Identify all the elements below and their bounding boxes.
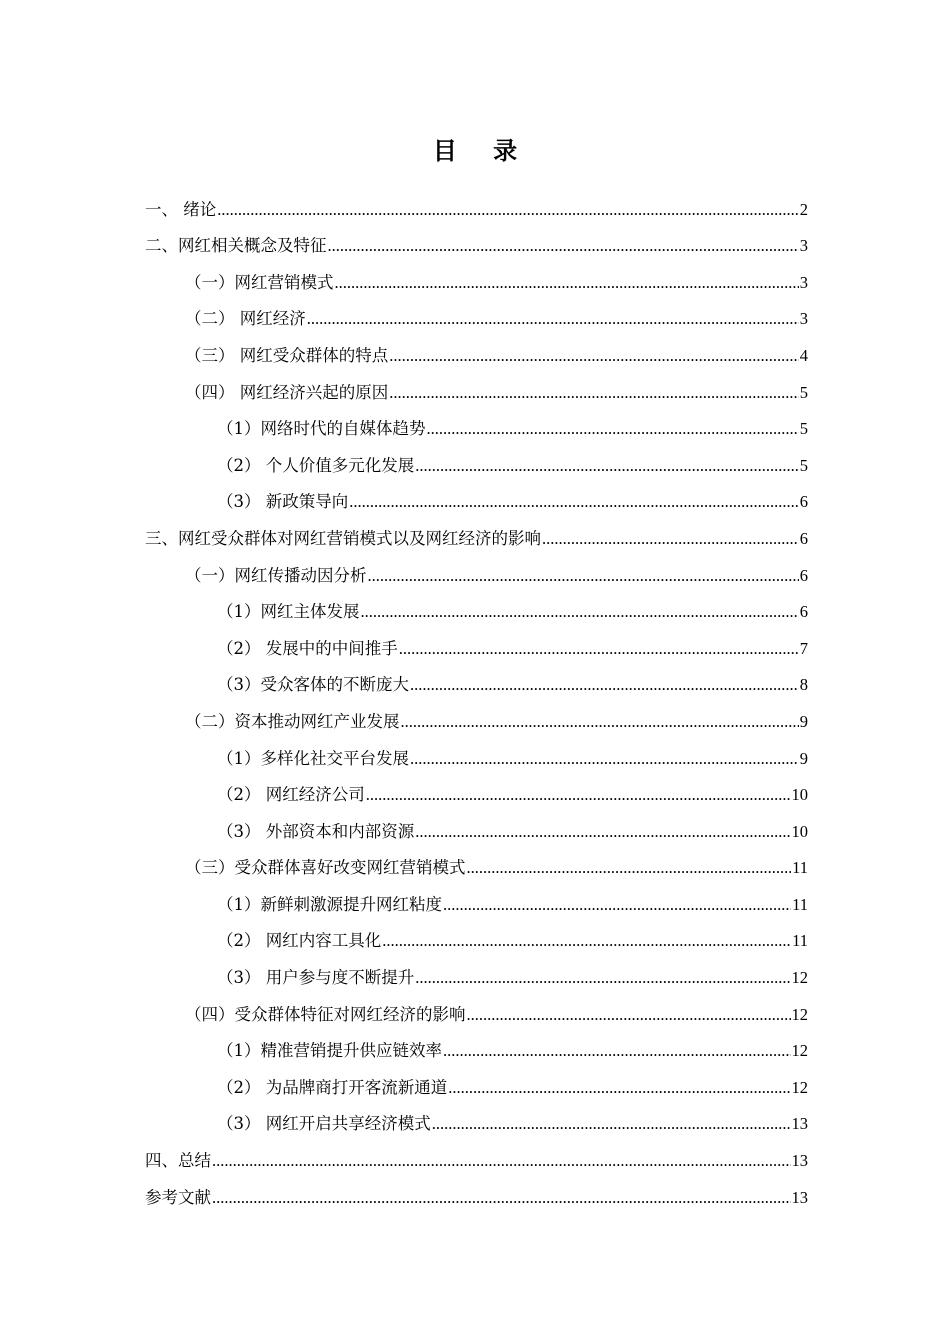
toc-entry-page-number: 3 [799, 272, 808, 292]
toc-entry-label: （一）网红传播动因分析 [185, 565, 367, 585]
toc-entry[interactable] [145, 513, 808, 550]
toc-entry[interactable] [145, 879, 808, 916]
toc-entry-label: （3）受众客体的不断庞大 [217, 675, 409, 695]
toc-dot-leader [349, 491, 799, 513]
toc-entry-label: （1）网红主体发展 [217, 602, 360, 622]
toc-dot-leader [432, 1113, 791, 1135]
toc-entry-label: 三、网红受众群体对网红营销模式以及网红经济的影响 [145, 528, 541, 548]
toc-entry-label: 四、总结 [145, 1151, 211, 1171]
toc-entry[interactable] [145, 952, 808, 989]
toc-entry-label: （3） 外部资本和内部资源 [217, 821, 415, 841]
toc-entry-page-number: 6 [799, 528, 808, 548]
toc-entry[interactable] [145, 184, 808, 221]
toc-dot-leader [415, 967, 790, 989]
toc-dot-leader [467, 1004, 791, 1026]
toc-entry[interactable] [145, 257, 808, 294]
toc-entry-label: （四）受众群体特征对网红经济的影响 [185, 1004, 466, 1024]
toc-entry[interactable] [145, 587, 808, 624]
toc-entry-label: （2） 发展中的中间推手 [217, 638, 398, 658]
toc-entry[interactable] [145, 1135, 808, 1172]
toc-entry[interactable] [145, 294, 808, 331]
toc-entry[interactable] [145, 806, 808, 843]
toc-entry-page-number: 2 [799, 199, 808, 219]
toc-entry[interactable] [145, 221, 808, 258]
table-of-contents [145, 184, 808, 1209]
toc-dot-leader [467, 857, 792, 879]
toc-dot-leader [217, 199, 799, 221]
toc-dot-leader [443, 894, 791, 916]
toc-dot-leader [415, 821, 790, 843]
toc-entry[interactable] [145, 1062, 808, 1099]
toc-entry-page-number: 3 [799, 236, 808, 256]
toc-entry[interactable] [145, 733, 808, 770]
toc-entry-label: （3） 网红开启共享经济模式 [217, 1114, 431, 1134]
toc-entry-page-number: 9 [799, 711, 808, 731]
toc-entry-label: （3） 新政策导向 [217, 492, 349, 512]
toc-entry-label: （1）多样化社交平台发展 [217, 748, 409, 768]
toc-entry-page-number: 10 [791, 785, 808, 805]
toc-dot-leader [427, 418, 799, 440]
toc-entry-page-number: 13 [791, 1187, 808, 1207]
toc-dot-leader [389, 382, 799, 404]
toc-entry-label: （1）新鲜刺激源提升网红粘度 [217, 894, 442, 914]
toc-dot-leader [361, 601, 799, 623]
toc-entry-page-number: 13 [791, 1151, 808, 1171]
toc-entry[interactable] [145, 550, 808, 587]
toc-dot-leader [410, 748, 799, 770]
toc-entry-page-number: 12 [791, 1041, 808, 1061]
toc-entry[interactable] [145, 696, 808, 733]
toc-dot-leader [542, 528, 799, 550]
toc-dot-leader [368, 565, 799, 587]
toc-entry-label: （二） 网红经济 [185, 309, 306, 329]
toc-dot-leader [443, 1040, 791, 1062]
toc-entry[interactable] [145, 623, 808, 660]
toc-entry-page-number: 11 [792, 894, 808, 914]
toc-dot-leader [328, 235, 799, 257]
toc-entry-label: （1）网络时代的自媒体趋势 [217, 419, 426, 439]
toc-entry-page-number: 5 [799, 419, 808, 439]
toc-entry[interactable] [145, 330, 808, 367]
toc-dot-leader [307, 308, 799, 330]
toc-entry-page-number: 10 [791, 821, 808, 841]
toc-dot-leader [366, 784, 791, 806]
toc-entry-page-number: 5 [799, 382, 808, 402]
toc-entry-label: （2） 网红经济公司 [217, 785, 365, 805]
toc-entry-page-number: 5 [799, 455, 808, 475]
toc-entry[interactable] [145, 477, 808, 514]
toc-entry-page-number: 3 [799, 309, 808, 329]
toc-entry-page-number: 12 [791, 1004, 808, 1024]
toc-entry-page-number: 11 [792, 858, 808, 878]
toc-entry-label: 参考文献 [145, 1187, 211, 1207]
toc-entry-label: （四） 网红经济兴起的原因 [185, 382, 389, 402]
toc-entry-label: 二、网红相关概念及特征 [145, 236, 327, 256]
toc-entry-label: （一）网红营销模式 [185, 272, 334, 292]
toc-entry[interactable] [145, 989, 808, 1026]
toc-dot-leader [335, 272, 799, 294]
toc-entry-page-number: 6 [799, 602, 808, 622]
toc-entry-page-number: 6 [799, 492, 808, 512]
toc-dot-leader [382, 930, 791, 952]
toc-dot-leader [212, 1187, 791, 1209]
toc-entry[interactable] [145, 660, 808, 697]
toc-entry-page-number: 12 [791, 1077, 808, 1097]
toc-entry-page-number: 12 [791, 968, 808, 988]
toc-entry[interactable] [145, 1026, 808, 1063]
toc-entry[interactable] [145, 367, 808, 404]
toc-entry[interactable] [145, 1099, 808, 1136]
toc-entry-page-number: 11 [792, 931, 808, 951]
toc-dot-leader [410, 674, 799, 696]
toc-entry-label: 一、 绪论 [145, 199, 217, 219]
toc-entry-label: （三）受众群体喜好改变网红营销模式 [185, 858, 466, 878]
toc-title: 目 录 [432, 136, 532, 165]
toc-entry-label: （2） 个人价值多元化发展 [217, 455, 415, 475]
toc-entry-page-number: 6 [799, 565, 808, 585]
toc-entry[interactable] [145, 916, 808, 953]
toc-dot-leader [389, 345, 799, 367]
toc-entry[interactable] [145, 843, 808, 880]
toc-entry-label: （1）精准营销提升供应链效率 [217, 1041, 442, 1061]
toc-entry-page-number: 4 [799, 345, 808, 365]
toc-entry-label: （3） 用户参与度不断提升 [217, 968, 415, 988]
toc-dot-leader [401, 711, 799, 733]
toc-entry[interactable] [145, 770, 808, 807]
toc-dot-leader [415, 455, 799, 477]
toc-entry-page-number: 9 [799, 748, 808, 768]
toc-entry[interactable] [145, 1172, 808, 1209]
toc-dot-leader [212, 1150, 791, 1172]
toc-entry-page-number: 13 [791, 1114, 808, 1134]
toc-dot-leader [399, 638, 799, 660]
toc-entry[interactable] [145, 440, 808, 477]
toc-entry-label: （2） 网红内容工具化 [217, 931, 382, 951]
toc-entry-page-number: 8 [799, 675, 808, 695]
toc-entry-label: （2） 为品牌商打开客流新通道 [217, 1077, 448, 1097]
toc-entry-label: （二）资本推动网红产业发展 [185, 711, 400, 731]
toc-entry-page-number: 7 [799, 638, 808, 658]
toc-entry[interactable] [145, 404, 808, 441]
toc-entry-label: （三） 网红受众群体的特点 [185, 345, 389, 365]
toc-dot-leader [448, 1077, 790, 1099]
